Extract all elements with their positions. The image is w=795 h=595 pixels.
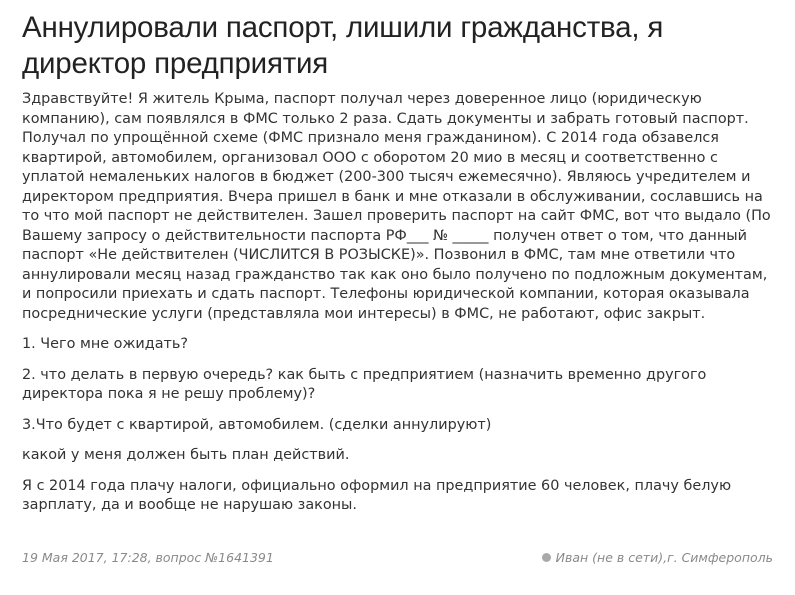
question-paragraph: 3.Что будет с квартирой, автомобилем. (сделки аннулируют)	[22, 416, 492, 433]
question-paragraph: 1. Чего мне ожидать?	[22, 336, 189, 352]
author-info	[542, 550, 773, 565]
question-date-number: 19 Мая 2017, 17:28, вопрос №1641391	[22, 550, 274, 565]
question-paragraph: 2. что делать в первую очередь? как быть с предприятием (назначить временно другого директора пока я не решу проблему)?	[22, 366, 707, 402]
meta-separator: ,	[663, 550, 668, 565]
author-city: г. Симферополь	[667, 550, 773, 565]
author-name-link[interactable]: Иван (не в сети)	[555, 550, 664, 565]
question-paragraph: Здравствуйте! Я житель Крыма, паспорт получал через доверенное лицо (юридическую компанию), сам появлялся в ФМС только 2 раза. Сдать документы и забрать готовый паспорт. Получал по упрощённой схеме (ФМС признало меня гражданином). С 2014 года обзавелся квартирой, автомобилем, организовал ООО с оборотом 20 мио в месяц и соответственно с уплатой немаленьких налогов в бюджет (200-300 тысяч ежемесячно). Являюсь учредителем и директором предприятия. Вчера пришел в банк и мне отказали в обслуживании, сославшись на то что мой паспорт не действителен. Зашел проверить паспорт на сайт ФМС, вот что выдало (По Вашему запросу о действительности паспорта РФ___ № _____ получен ответ о том, что данный паспорт «Не действителен (ЧИСЛИТСЯ В РОЗЫСКЕ)». Позвонил в ФМС, там мне ответили что аннулировали месяц назад гражданство так как оно было получено по подложным документам, и попросили приехать и сдать паспорт. Телефоны юридической компании, которая оказывала посреднические услуги (представляла мои интересы) в ФМС, не работают, офис закрыт.	[22, 91, 771, 322]
question-body	[22, 90, 780, 516]
offline-status-dot-icon	[542, 553, 551, 562]
question-paragraph: Я с 2014 года плачу налоги, официально оформил на предприятие 60 человек, плачу белую зарплату, да и вообще не нарушаю законы.	[22, 477, 732, 513]
question-title: Аннулировали паспорт, лишили гражданства, я директор предприятия	[22, 11, 664, 80]
question-meta	[22, 550, 773, 565]
question-paragraph: какой у меня должен быть план действий.	[22, 447, 350, 463]
question-container	[22, 10, 780, 516]
